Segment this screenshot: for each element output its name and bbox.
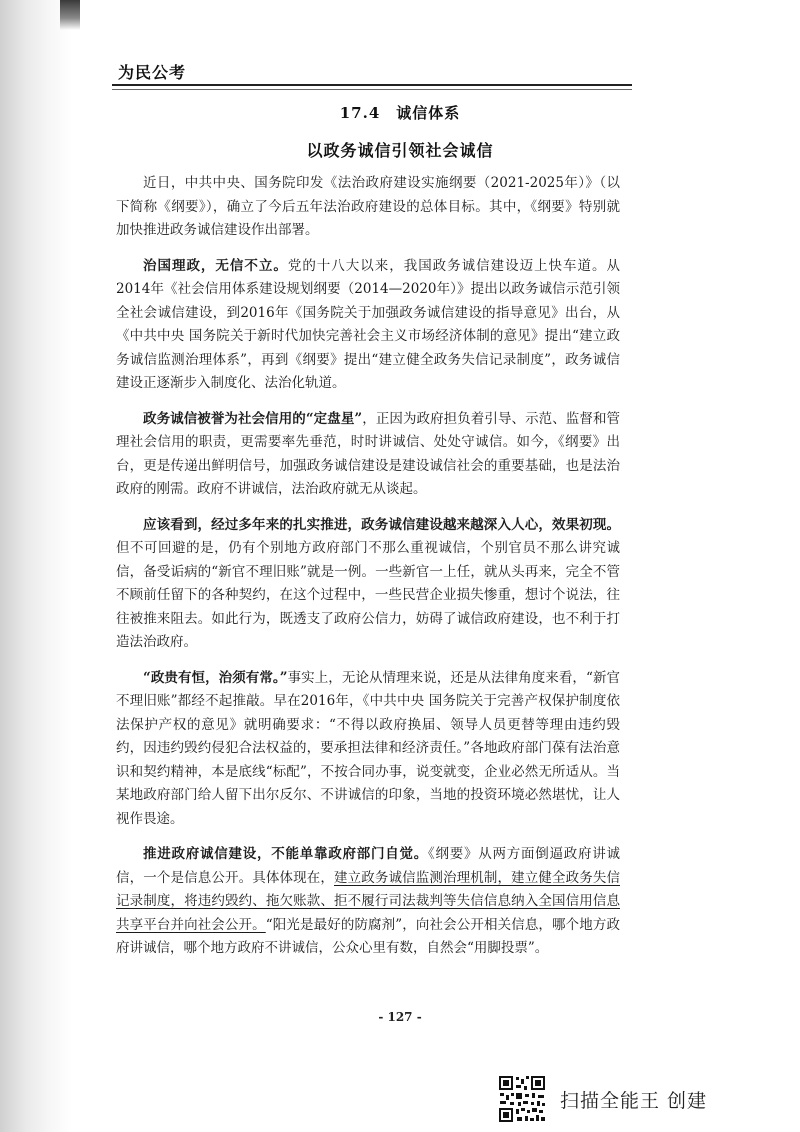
scan-edge-shadow [0, 0, 72, 1132]
article-paragraph [116, 667, 620, 832]
paragraph-text-segment: “阳光是最好的防腐剂”，向社会公开相关信息，哪个地方政府讲诚信，哪个地方政府不讲诚信，公众心里有数，自然会“用脚投票”。 [116, 916, 620, 956]
article-paragraph [116, 255, 620, 396]
section-title: 17.4 诚信体系 [339, 104, 461, 122]
article-paragraph [116, 843, 620, 961]
paragraph-text-segment: 《纲要》从两方面倒逼政府讲诚信，一个是信息公开。具体体现在， [116, 846, 620, 886]
paragraph-text-segment: 应该看到，经过多年来的扎实推进，政务诚信建设越来越深入人心，效果初现。 [143, 516, 620, 533]
article-paragraph [116, 408, 620, 502]
paragraph-text-segment: 党的十八大以来，我国政务诚信建设迈上快车道。从2014年《社会信用体系建设规划纲要（2014—2020年）》提出以政务诚信示范引领全社会诚信建设，到2016年《国务院关于加强政务诚信建设的指导意见》出台，从《中共中央 国务院关于新时代加快完善社会主义市场经济体制的意见》提出“建立政务诚信监测治理体系”，再到《纲要》提出“建立健全政务失信记录制度”，政务诚信建设正逐渐步入制度化、法治化轨道。 [116, 257, 620, 391]
qr-code-icon [498, 1075, 546, 1123]
article-body [116, 172, 620, 973]
paragraph-text-segment: 事实上，无论从情理来说，还是从法律角度来看，“新官不理旧账”都经不起推敲。早在2016年，《中共中央 国务院关于完善产权保护制度依法保护产权的意见》就明确要求：“不得以政府换届、领导人员更替等理由违约毁约，因违约毁约侵犯合法权益的，要承担法律和经济责任。”各地政府部门葆有法治意识和契约精神，本是底线“标配”，不按合同办事，说变就变，企业必然无所适从。当某地政府部门给人留下出尔反尔、不讲诚信的印象，当地的投资环境必然堪忧，让人视作畏途。 [116, 669, 621, 827]
article-paragraph [116, 514, 620, 655]
header-brand: 为民公考 [118, 63, 187, 82]
paragraph-text-segment: “政贵有恒，治须有常。” [143, 669, 288, 686]
watermark-text: 扫描全能王 创建 [560, 1089, 708, 1112]
paragraph-text-segment: 政务诚信被誉为社会信用的“定盘星” [143, 410, 363, 427]
paragraph-text-segment: 但不可回避的是，仍有个别地方政府部门不那么重视诚信，个别官员不那么讲究诚信，备受诟病的“新官不理旧账”就是一例。一些新官一上任，就从头再来，完全不管不顾前任留下的各种契约，在这个过程中，一些民营企业损失惨重，想讨个说法，往往被推来阻去。如此行为，既透支了政府公信力，妨碍了诚信政府建设，也不利于打造法治政府。 [116, 540, 620, 650]
paragraph-text-segment: 治国理政，无信不立。 [143, 257, 288, 274]
scanner-watermark [498, 1074, 707, 1124]
page-number: - 127 - [378, 1010, 422, 1024]
article-title: 以政务诚信引领社会诚信 [306, 141, 494, 160]
article-paragraph [116, 172, 620, 243]
paragraph-text-segment: 建立政务诚信监测治理机制，建立健全政务失信记录制度，将违约毁约、拖欠账款、拒不履行司法裁判等失信信息纳入全国信用信息共享平台并向社会公开。 [116, 869, 620, 933]
paragraph-text-segment: 近日，中共中央、国务院印发《法治政府建设实施纲要（2021-2025年）》（以下简称《纲要》），确立了今后五年法治政府建设的总体目标。其中，《纲要》特别就加快推进政务诚信建设作出部署。 [116, 175, 620, 238]
paragraph-text-segment: 推进政府诚信建设，不能单靠政府部门自觉。 [143, 846, 428, 862]
paragraph-text-segment: ，正因为政府担负着引导、示范、监督和管理社会信用的职责，更需要率先垂范，时时讲诚信、处处守诚信。如今，《纲要》出台，更是传递出鲜明信号，加强政务诚信建设是建设诚信社会的重要基础，也是法治政府的刚需。政府不讲诚信，法治政府就无从谈起。 [116, 410, 621, 497]
header-rule-thin [112, 89, 632, 90]
header-rule [112, 84, 632, 86]
